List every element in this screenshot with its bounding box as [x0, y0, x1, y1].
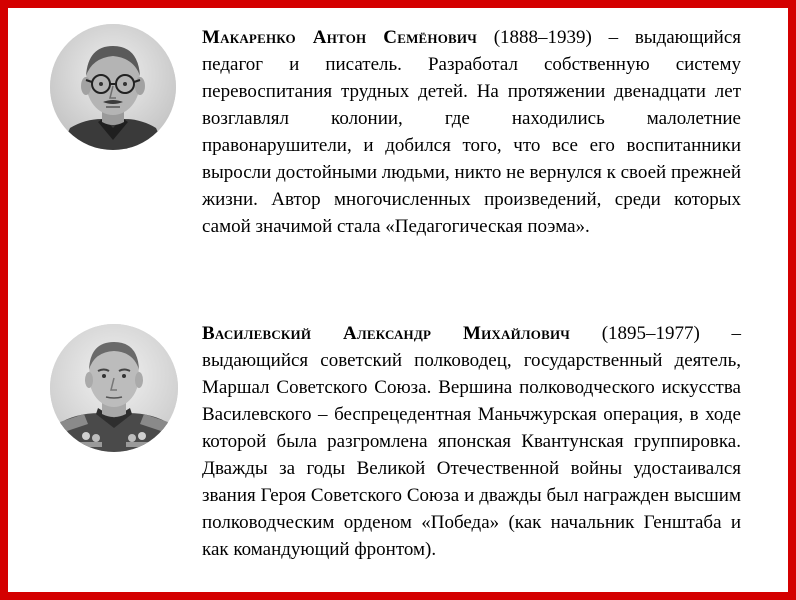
- page: [8, 8, 788, 592]
- biography-body: – выдающийся советский полководец, государственный деятель, Маршал Советского Союза. Вершина полководческого искусства Василевского – беспрецедентная Маньчжурская операция, в ходе которой была разгромлена японская Квантунская группировка. Дважды за годы Великой Отечественной войны удостаивался звания Героя Советского Союза и дважды был награжден высшим полководческим орденом «Победа» (как начальник Генштаба и как командующий фронтом).: [202, 323, 742, 560]
- portrait-vasilevsky: [50, 324, 178, 452]
- biography-body: – выдающийся педагог и писатель. Разработал собственную систему перевоспитания трудных детей. На протяжении двенадцати лет возглавлял колонии, где находились малолетние правонарушители, и добился того, что все его воспитанники выросли достойными людьми, никто не вернулся к своей прежней жизни. Автор многочисленных произведений, среди которых самой значимой стала «Педагогическая поэма».: [202, 27, 742, 237]
- biography-text: [202, 24, 741, 240]
- life-years: (1888–1939): [493, 27, 592, 48]
- life-years: (1895–1977): [601, 323, 700, 344]
- biography-vasilevsky: [8, 308, 788, 592]
- biography-text: [202, 320, 741, 563]
- biography-makarenko: [8, 8, 788, 298]
- person-name: Василевский Александр Михайлович: [202, 323, 571, 344]
- portrait-makarenko: [50, 24, 176, 150]
- person-name: Макаренко Антон Семёнович: [202, 27, 477, 48]
